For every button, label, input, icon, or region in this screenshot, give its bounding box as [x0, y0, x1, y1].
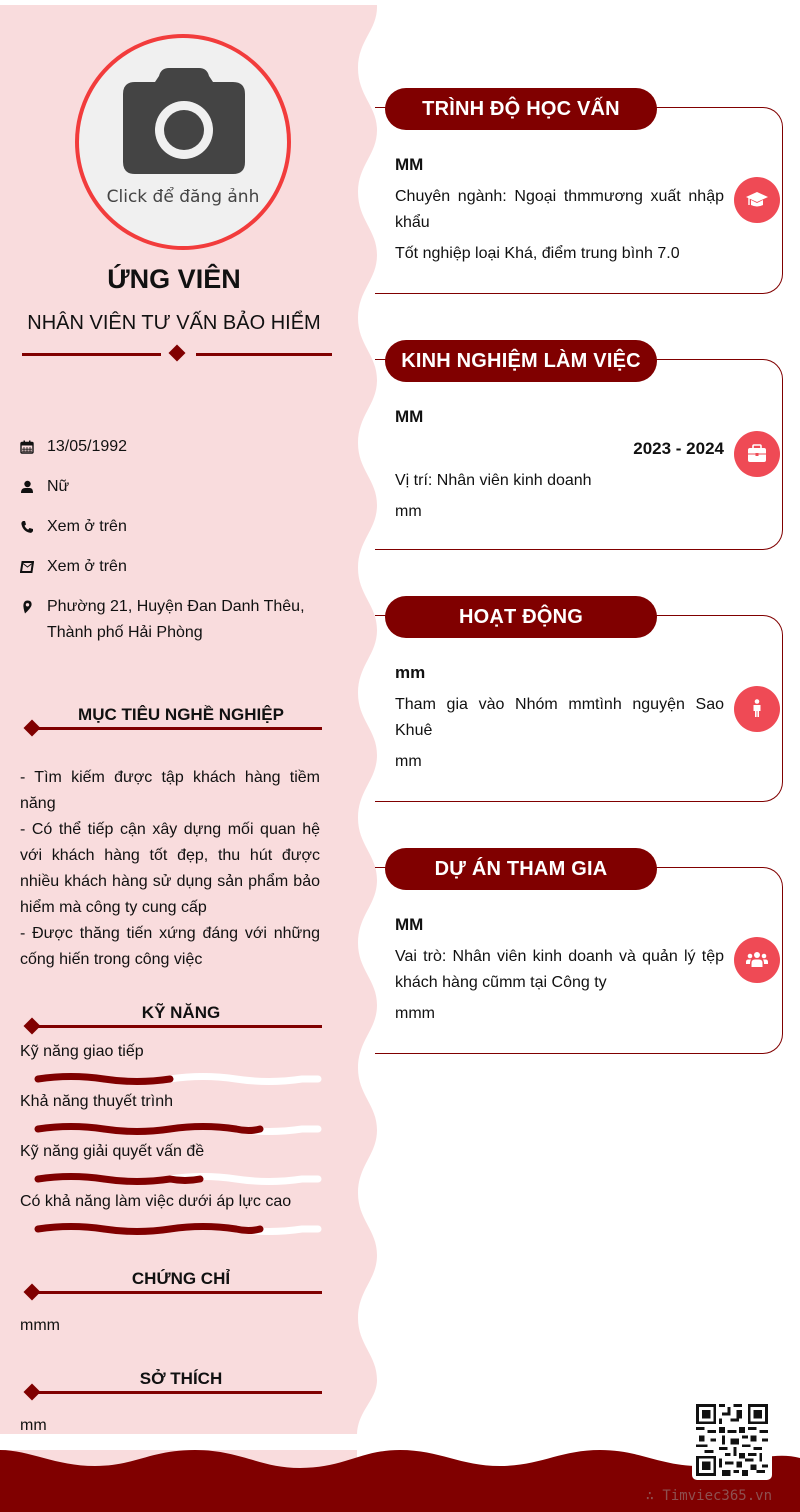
- contact-email: [20, 554, 320, 594]
- skill-name: Kỹ năng giao tiếp: [20, 1043, 144, 1060]
- education-body: [395, 152, 724, 272]
- activities-title: HOẠT ĐỘNG: [385, 596, 657, 638]
- activities-icon-badge: [734, 686, 780, 732]
- project-role: Vai trò: Nhân viên kinh doanh và quản lý tệp khách hàng cũmm tại Công ty: [395, 948, 724, 991]
- person-icon: [745, 697, 769, 721]
- contact-info: [20, 434, 320, 650]
- skill-name: Kỹ năng giải quyết vấn đề: [20, 1143, 205, 1160]
- activity-note: mm: [395, 753, 422, 770]
- qr-code[interactable]: [692, 1400, 772, 1480]
- objective-text: [20, 765, 320, 973]
- company-name: MM: [395, 407, 424, 426]
- certificates-title: CHỨNG CHỈ: [131, 1269, 231, 1288]
- title-divider: [22, 344, 332, 364]
- upload-photo-button[interactable]: [75, 34, 291, 250]
- birthday-value: 13/05/1992: [47, 438, 128, 455]
- section-header-objective: [20, 705, 322, 735]
- project-note: mmm: [395, 1005, 435, 1022]
- calendar-icon: [20, 440, 34, 454]
- skill-level-bar: [34, 1071, 324, 1087]
- contact-gender: [20, 474, 320, 514]
- address-value: Phường 21, Huyện Đan Danh Thêu, Thành phố Hải Phòng: [47, 598, 305, 641]
- objective-line: - Tìm kiếm được tập khách hàng tiềm năng: [20, 769, 320, 812]
- skill-name: Khả năng thuyết trình: [20, 1093, 173, 1110]
- experience-position: Vị trí: Nhân viên kinh doanh: [395, 472, 592, 489]
- education-icon-badge: [734, 177, 780, 223]
- activities-body: [395, 660, 724, 780]
- experience-period: 2023 - 2024: [633, 439, 724, 458]
- gender-value: Nữ: [47, 478, 70, 495]
- projects-icon-badge: [734, 937, 780, 983]
- experience-body: [395, 404, 724, 530]
- school-name: MM: [395, 155, 424, 174]
- experience-description: mm: [395, 503, 422, 520]
- qr-code-image: [696, 1404, 768, 1476]
- section-header-hobbies: [20, 1369, 322, 1399]
- objective-line: - Được thăng tiến xứng đáng với những cống hiến trong công việc: [20, 925, 320, 968]
- education-result: Tốt nghiệp loại Khá, điểm trung bình 7.0: [395, 245, 680, 262]
- objective-line: - Có thể tiếp cận xây dựng mối quan hệ với khách hàng tốt đẹp, thu hút được nhiều khách hàng sử dụng sản phẩm bảo hiểm mà công ty cung cấp: [20, 821, 320, 916]
- skill-level-bar: [34, 1221, 324, 1237]
- projects-title: DỰ ÁN THAM GIA: [385, 848, 657, 890]
- skills-title: KỸ NĂNG: [141, 1003, 221, 1022]
- skill-level-bar: [34, 1121, 324, 1137]
- objective-title: MỤC TIÊU NGHỀ NGHIỆP: [78, 705, 284, 724]
- project-name: MM: [395, 915, 424, 934]
- activity-organization: mm: [395, 663, 426, 682]
- user-icon: [20, 480, 34, 494]
- graduation-cap-icon: [745, 188, 769, 212]
- certificates-content: mmm: [20, 1317, 60, 1334]
- phone-icon: [20, 520, 34, 534]
- skill-level-bar: [34, 1171, 324, 1187]
- hobbies-content: mm: [20, 1417, 47, 1434]
- envelope-icon: [20, 560, 34, 574]
- email-value: Xem ở trên: [47, 558, 127, 575]
- experience-icon-badge: [734, 431, 780, 477]
- education-title: TRÌNH ĐỘ HỌC VẤN: [385, 88, 657, 130]
- map-marker-icon: [20, 600, 34, 614]
- experience-title: KINH NGHIỆM LÀM VIỆC: [385, 340, 657, 382]
- section-header-certificates: [20, 1269, 322, 1299]
- brand-watermark: ∴ Timviec365.vn: [645, 1488, 772, 1504]
- users-icon: [745, 948, 769, 972]
- education-major: Chuyên ngành: Ngoại thmmương xuất nhập khẩu: [395, 188, 724, 231]
- contact-address: [20, 594, 320, 650]
- briefcase-icon: [745, 442, 769, 466]
- phone-value: Xem ở trên: [47, 518, 127, 535]
- contact-phone: [20, 514, 320, 554]
- activity-description: Tham gia vào Nhóm mmtình nguyện Sao Khuê: [395, 696, 724, 739]
- projects-body: [395, 912, 724, 1032]
- section-header-skills: [20, 1003, 322, 1033]
- contact-birthday: [20, 434, 320, 474]
- candidate-name: ỨNG VIÊN: [107, 264, 241, 294]
- camera-icon: [121, 68, 247, 178]
- hobbies-title: SỞ THÍCH: [139, 1369, 223, 1388]
- job-title: NHÂN VIÊN TƯ VẤN BẢO HIỂM: [27, 312, 321, 334]
- skill-name: Có khả năng làm việc dưới áp lực cao: [20, 1193, 292, 1210]
- photo-upload-label: Click để đăng ảnh: [106, 187, 260, 207]
